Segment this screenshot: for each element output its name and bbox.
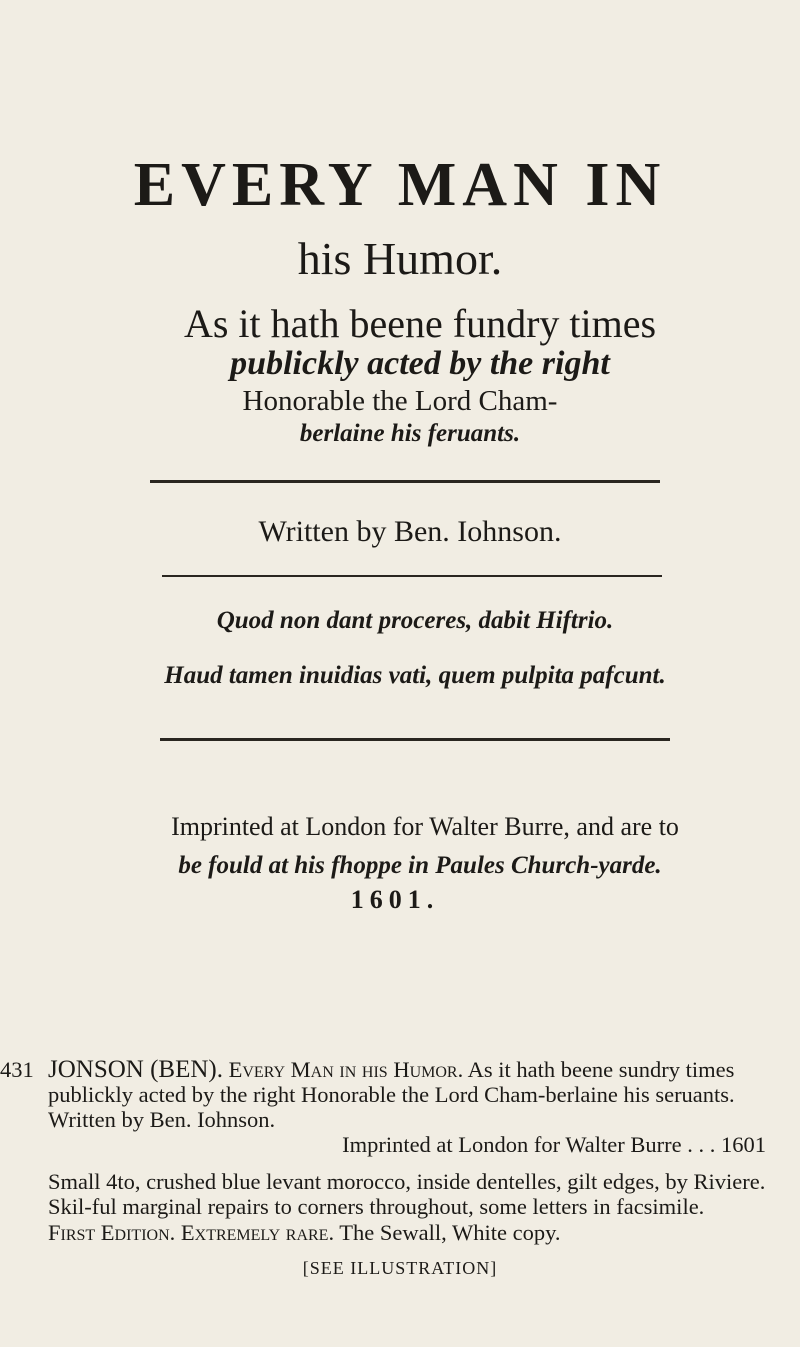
title-line-servants: berlaine his feruants.	[299, 420, 521, 447]
entry-edition-line	[48, 1220, 766, 1245]
entry-edition: First Edition.	[48, 1220, 176, 1245]
catalog-entry	[0, 1056, 766, 1157]
entry-title: Every Man in his Humor.	[228, 1057, 464, 1082]
ornamental-rule	[162, 575, 662, 577]
title-line-his-humor: his Humor.	[297, 233, 503, 284]
title-imprint-line-2: be fould at his fhoppe in Paules Church-yarde.	[178, 852, 662, 879]
entry-rarity: Extremely rare.	[180, 1220, 335, 1245]
ornamental-rule	[160, 738, 670, 741]
title-line-sundry-times: As it hath beene fundry times	[183, 301, 657, 346]
entry-description: As it hath beene sundry times publickly acted by the right Honorable the Lord Cham-berlaine his seruants. Written by Ben. Iohnson.	[48, 1057, 735, 1132]
title-motto-line-2: Haud tamen inuidias vati, quem pulpita pafcunt.	[164, 662, 666, 689]
title-author-line: Written by Ben. Iohnson.	[258, 515, 562, 548]
lot-number: 431	[0, 1057, 34, 1082]
title-imprint-line-1: Imprinted at London for Walter Burre, and are to	[171, 812, 679, 841]
illustration-note: [SEE ILLUSTRATION]	[302, 1258, 498, 1278]
title-line-every-man-in: EVERY MAN IN	[133, 151, 667, 219]
title-line-lord-chamberlaine: Honorable the Lord Cham-	[242, 385, 558, 417]
title-motto-line-1: Quod non dant proceres, dabit Hiftrio.	[216, 607, 614, 634]
entry-heading: JONSON (BEN).	[48, 1056, 223, 1083]
entry-imprint: Imprinted at London for Walter Burre . . . 1601	[342, 1132, 766, 1157]
entry-physical-description: Small 4to, crushed blue levant morocco, inside dentelles, gilt edges, by Riviere. Skil-ful marginal repairs to corners throughout, some letters in facsimile.	[48, 1169, 766, 1219]
title-line-publickly-acted: publickly acted by the right	[230, 345, 610, 382]
ornamental-rule	[150, 480, 660, 483]
title-imprint-year: 1601.	[350, 885, 440, 914]
entry-provenance: The Sewall, White copy.	[339, 1220, 561, 1245]
